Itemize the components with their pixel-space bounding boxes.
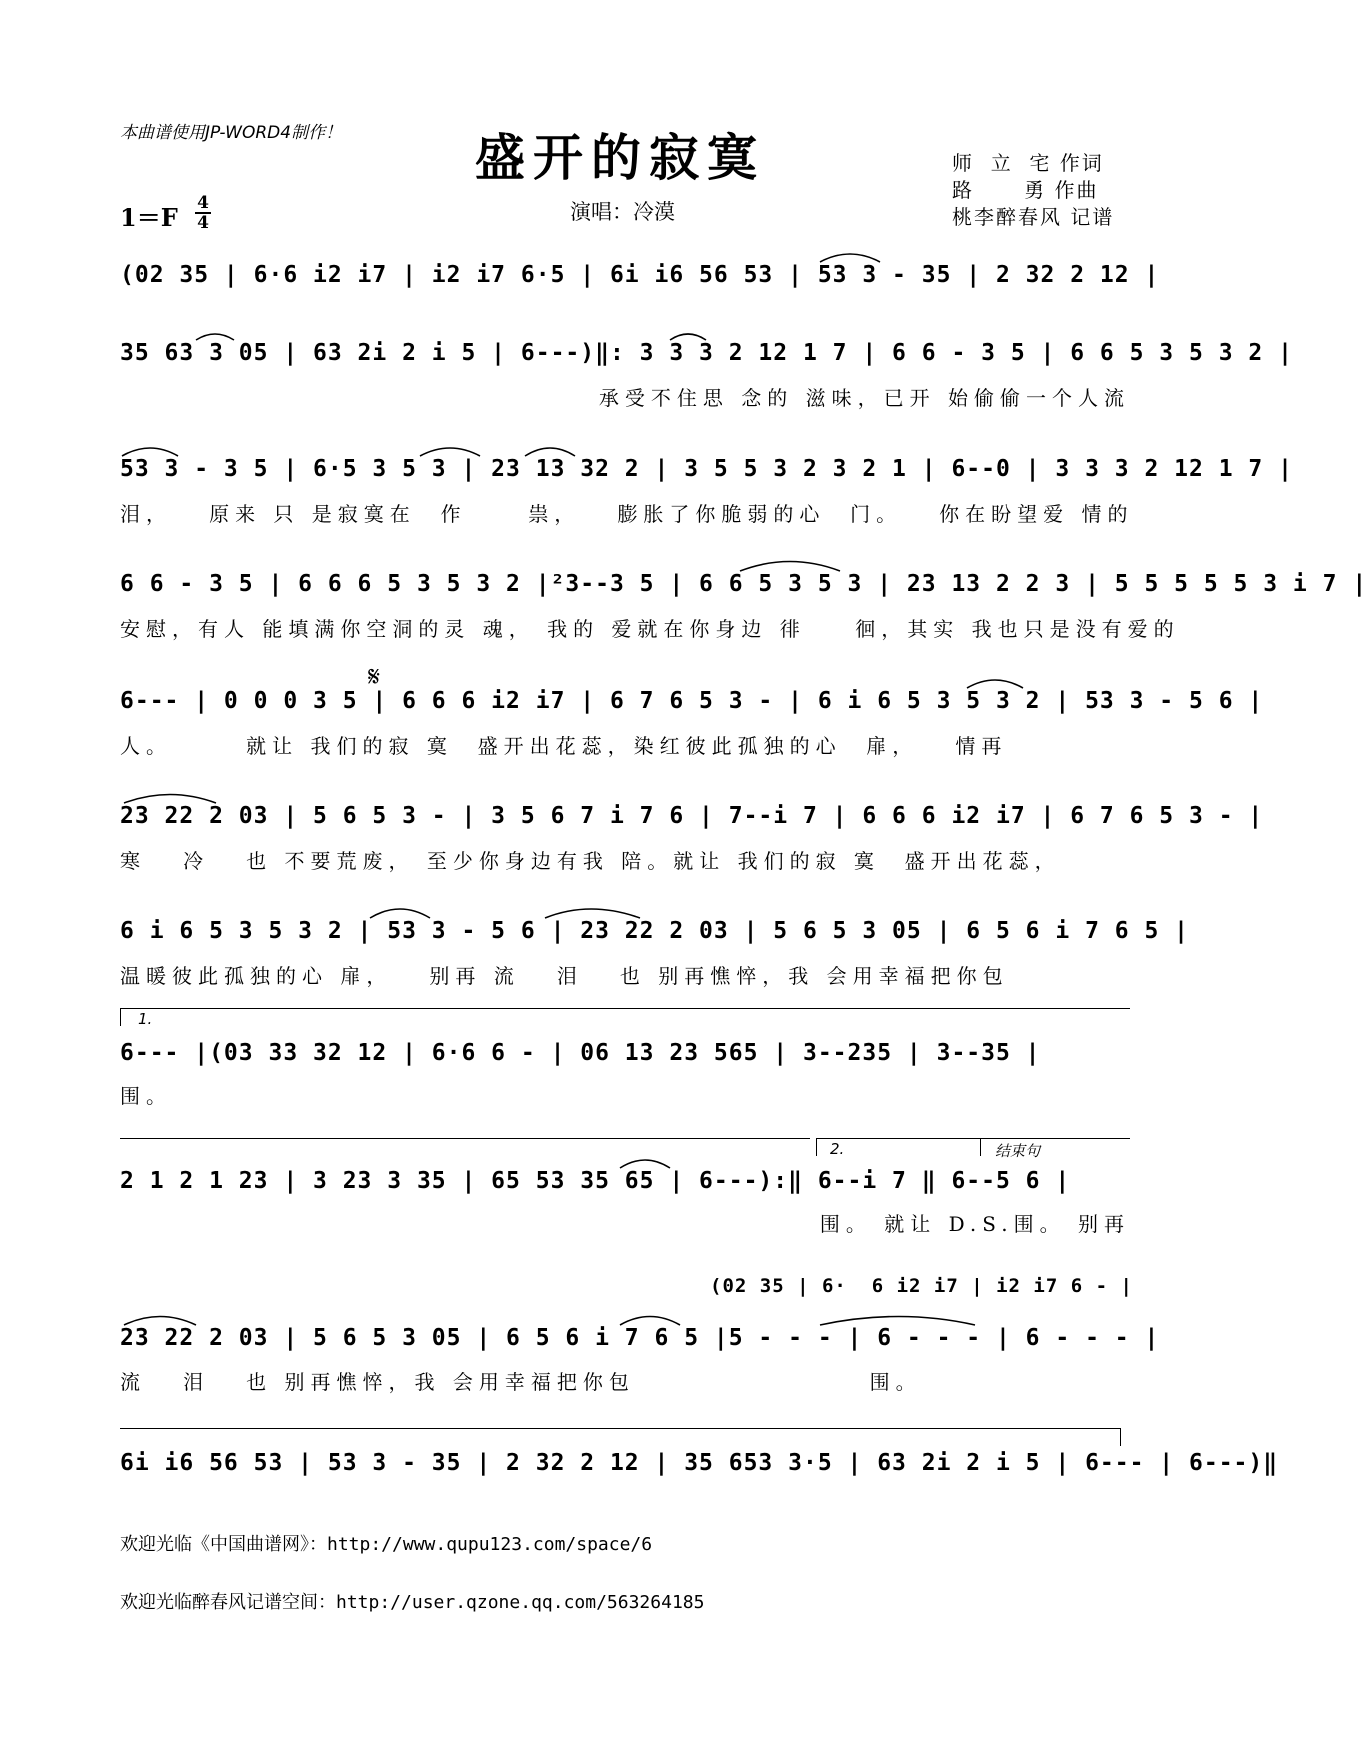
slur-9 <box>124 795 216 804</box>
volta-label-1: 1. <box>138 1010 153 1028</box>
slur-11 <box>545 909 640 918</box>
lyric-row-10: 流 泪 也 别再憔悴，我 会用幸福把你包 围。 <box>120 1370 922 1394</box>
notation-row-9: 2 1 2 1 23 | 3 23 3 35 | 65 53 35 65 | 6---):‖ 6--i 7 ‖ 6--5 6 | <box>120 1168 1071 1194</box>
lyric-row-5: 人。 就让 我们的寂 寞 盛开出花蕊，染红彼此孤独的心 扉， 情再 <box>120 734 1008 758</box>
slur-14 <box>620 1317 680 1326</box>
notation-row-10: 23 22 2 03 | 5 6 5 3 05 | 6 5 6 i 7 6 5 |5 - - - | 6 - - - | 6 - - - | <box>120 1325 1160 1351</box>
slur-6 <box>525 448 575 456</box>
footer-link-1: 欢迎光临《中国曲谱网》：http://www.qupu123.com/space/6 <box>120 1534 653 1555</box>
composer: 路 勇 作曲 <box>952 178 1099 202</box>
made-with-note: 本曲谱使用JP-WORD4制作！ <box>120 123 343 143</box>
lyric-row-6: 寒 冷 也 不要荒废， 至少你身边有我 陪。就让 我们的寂 寞 盛开出花蕊， <box>120 849 1061 873</box>
lyric-row-8: 围。 <box>120 1084 172 1108</box>
slur-13 <box>124 1317 196 1326</box>
slur-12 <box>620 1160 670 1168</box>
notation-row-5: 6--- | 0 0 0 3 5 | 6 6 6 i2 i7 | 6 7 6 5 3 - | 6 i 6 5 3 5 3 2 | 53 3 - 5 6 | <box>120 688 1264 714</box>
notation-row-3: 53 3 - 3 5 | 6·5 3 5 3 | 23 13 32 2 | 3 5 5 3 2 3 2 1 | 6--0 | 3 3 3 2 12 1 7 | <box>120 456 1293 482</box>
notation-row-10-upper: (02 35 | 6· 6 i2 i7 | i2 i7 6 - | <box>710 1275 1133 1297</box>
notation-row-4: 6 6 - 3 5 | 6 6 6 5 3 5 3 2 |²3--3 5 | 6 6 5 3 5 3 | 23 13 2 2 3 | 5 5 5 5 5 3 i 7 | <box>120 571 1367 597</box>
key-signature: 1＝F <box>120 203 178 232</box>
notation-row-8: 6--- |(03 33 32 12 | 6·6 6 - | 06 13 23 565 | 3--235 | 3--35 | <box>120 1040 1041 1066</box>
slur-10 <box>370 909 430 918</box>
notation-row-7: 6 i 6 5 3 5 3 2 | 53 3 - 5 6 | 23 22 2 03 | 5 6 5 3 05 | 6 5 6 i 7 6 5 | <box>120 918 1189 944</box>
volta-label-2: 2. <box>830 1140 845 1158</box>
footer-link-2: 欢迎光临醉春风记谱空间：http://user.qzone.qq.com/563264185 <box>120 1592 705 1613</box>
lyric-row-2: 承受不住思 念的 滋味，已开 始偷偷一个人流 <box>598 386 1130 410</box>
slur-7 <box>740 562 840 572</box>
notation-row-11: 6i i6 56 53 | 53 3 - 35 | 2 32 2 12 | 35 653 3·5 | 63 2i 2 i 5 | 6--- | 6---)‖ <box>120 1450 1279 1476</box>
ending-label: 结束句 <box>995 1142 1041 1160</box>
lyric-row-4: 安慰，有人 能填满你空洞的灵 魂， 我的 爱就在你身边 徘 徊，其实 我也只是没有爱的 <box>120 617 1180 641</box>
meter-top: 4 <box>197 193 209 213</box>
lyricist: 师 立 宅 作词 <box>952 151 1104 175</box>
slur-2 <box>196 334 234 340</box>
notation-row-2: 35 63 3 05 | 63 2i 2 i 5 | 6---)‖: 3 3 3 2 12 1 7 | 6 6 - 3 5 | 6 6 5 3 5 3 2 | <box>120 340 1293 366</box>
lyric-row-3: 泪， 原来 只 是寂寞在 作 祟， 膨胀了你脆弱的心 门。 你在盼望爱 情的 <box>120 502 1134 526</box>
lyric-row-7: 温暖彼此孤独的心 扉， 别再 流 泪 也 别再憔悴，我 会用幸福把你包 <box>120 964 1009 988</box>
notation-row-1: (02 35 | 6·6 i2 i7 | i2 i7 6·5 | 6i i6 56 53 | 53 3 - 35 | 2 32 2 12 | <box>120 262 1160 288</box>
slur-8 <box>967 680 1023 688</box>
segno-sign: 𝄋 <box>368 660 381 693</box>
transcriber: 桃李醉春风 记谱 <box>952 205 1115 229</box>
slur-4 <box>122 448 178 456</box>
slur-3 <box>670 334 706 340</box>
slur-1 <box>820 254 880 262</box>
slur-5 <box>420 448 480 456</box>
lyric-row-9: 围。 就让 D.S.围。 别再 <box>819 1212 1130 1236</box>
singer: 演唱：冷漠 <box>570 200 675 224</box>
song-title: 盛开的寂寞 <box>475 128 765 187</box>
meter-bottom: 4 <box>197 213 209 233</box>
notation-row-6: 23 22 2 03 | 5 6 5 3 - | 3 5 6 7 i 7 6 | 7--i 7 | 6 6 6 i2 i7 | 6 7 6 5 3 - | <box>120 803 1264 829</box>
slur-15 <box>820 1317 975 1326</box>
